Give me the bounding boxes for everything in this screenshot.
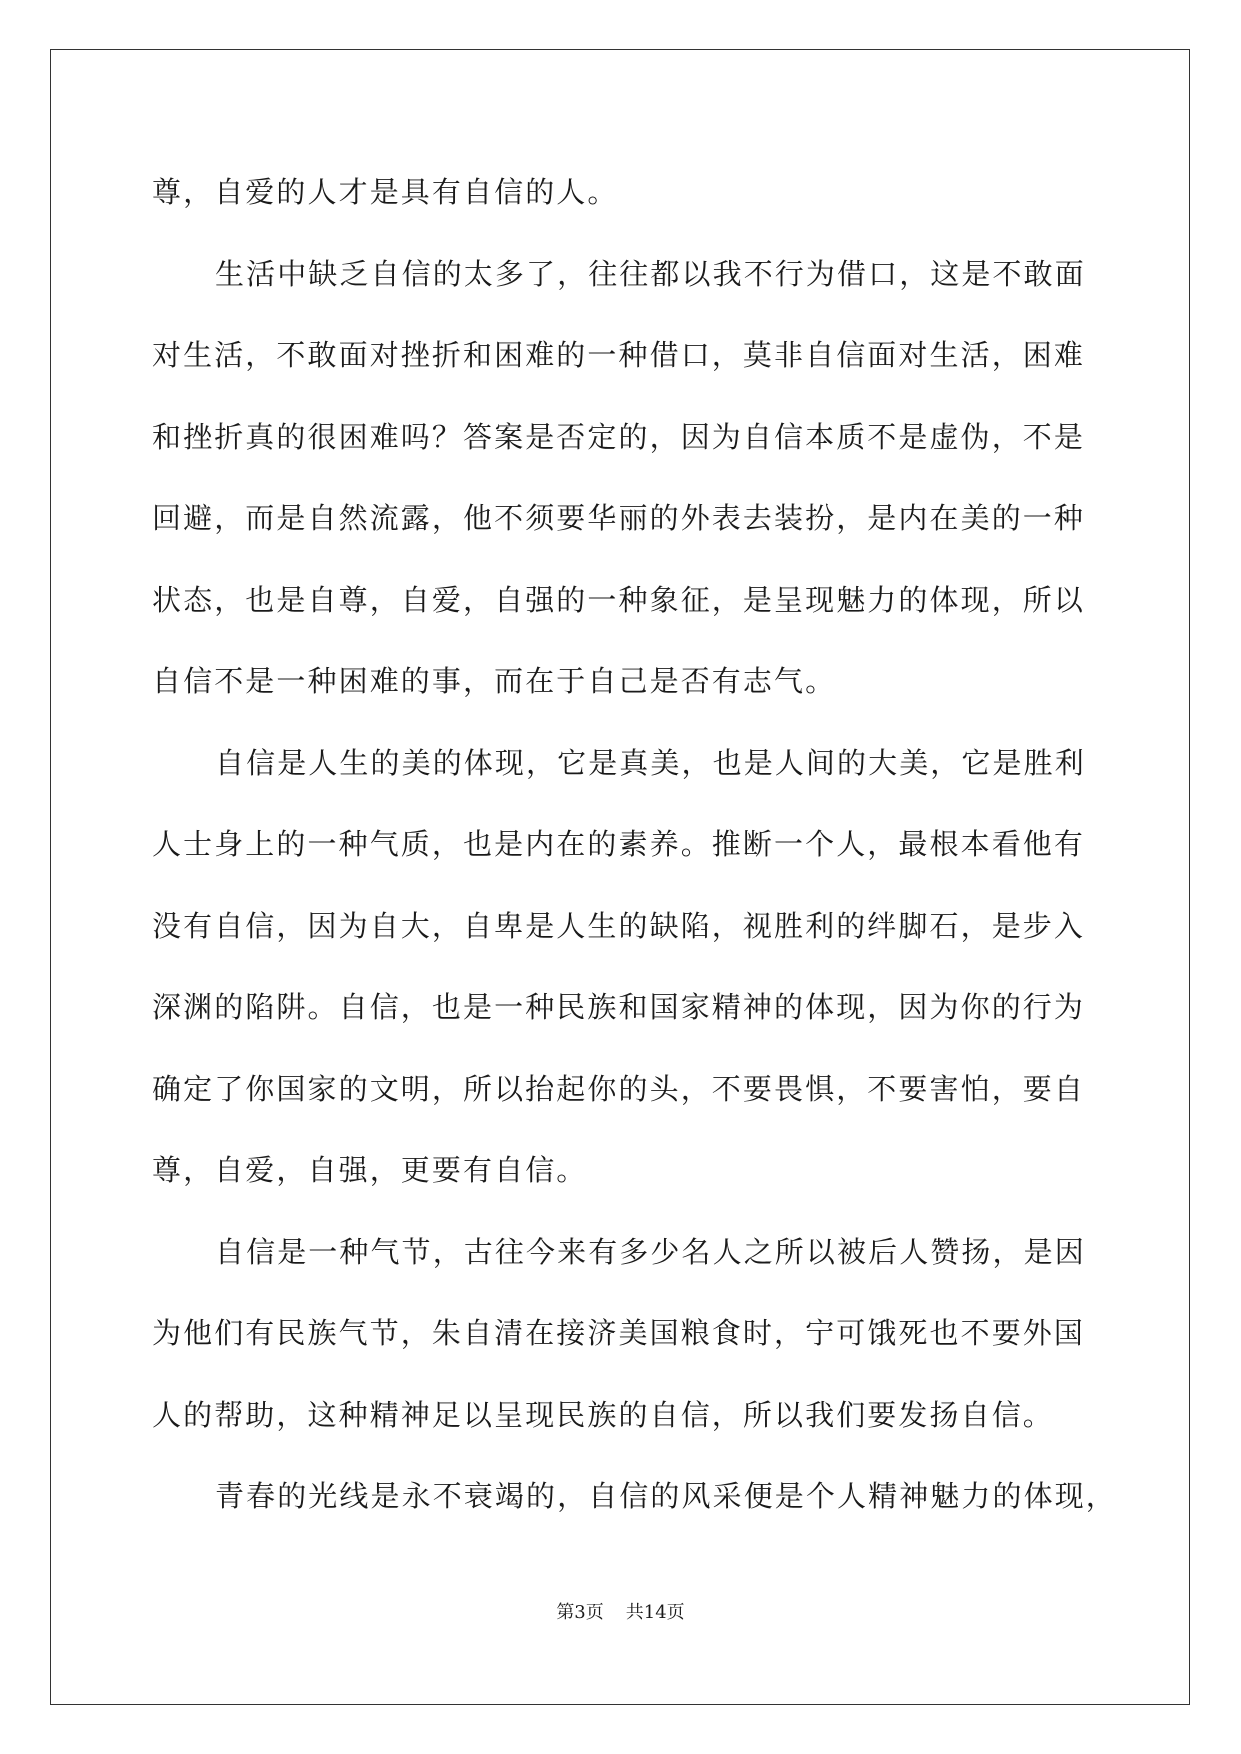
text-line-14: 自信是一种气节，古往今来有多少名人之所以被后人赞扬，是因 [215, 1234, 1086, 1269]
text-line-11: 深渊的陷阱。自信，也是一种民族和国家精神的体现，因为你的行为 [152, 990, 1086, 1024]
text-line-10: 没有自信，因为自大，自卑是人生的缺陷，视胜利的绊脚石，是步入 [152, 908, 1086, 943]
text-line-3: 对生活，不敢面对挫折和困难的一种借口，莫非自信面对生活，困难 [152, 338, 1086, 372]
text-line-16: 人的帮助，这种精神足以呈现民族的自信，所以我们要发扬自信。 [152, 1397, 1054, 1432]
page-number: 第3页 [556, 1602, 604, 1623]
text-line-8: 自信是人生的美的体现，它是真美，也是人间的大美，它是胜利 [215, 745, 1086, 780]
text-line-4: 和挫折真的很困难吗？答案是否定的，因为自信本质不是虚伪，不是 [152, 419, 1086, 454]
page-footer [0, 1598, 1241, 1624]
text-line-5: 回避，而是自然流露，他不须要华丽的外表去装扮，是内在美的一种 [152, 501, 1086, 535]
text-line-12: 确定了你国家的文明，所以抬起你的头，不要畏惧，不要害怕，要自 [152, 1071, 1086, 1106]
text-line-17: 青春的光线是永不衰竭的，自信的风采便是个人精神魅力的体现， [215, 1479, 1117, 1513]
document-body [152, 152, 1117, 1538]
text-line-6: 状态，也是自尊，自爱，自强的一种象征，是呈现魅力的体现，所以 [152, 582, 1086, 617]
text-line-7: 自信不是一种困难的事，而在于自己是否有志气。 [152, 664, 837, 698]
text-line-1: 尊，自爱的人才是具有自信的人。 [152, 175, 619, 209]
text-line-9: 人士身上的一种气质，也是内在的素养。推断一个人，最根本看他有 [152, 827, 1086, 861]
text-line-13: 尊，自爱，自强，更要有自信。 [152, 1153, 588, 1187]
text-line-2: 生活中缺乏自信的太多了，往往都以我不行为借口，这是不敢面 [215, 256, 1086, 291]
text-line-15: 为他们有民族气节，朱自清在接济美国粮食时，宁可饿死也不要外国 [152, 1316, 1086, 1350]
page-total: 共14页 [625, 1602, 685, 1623]
